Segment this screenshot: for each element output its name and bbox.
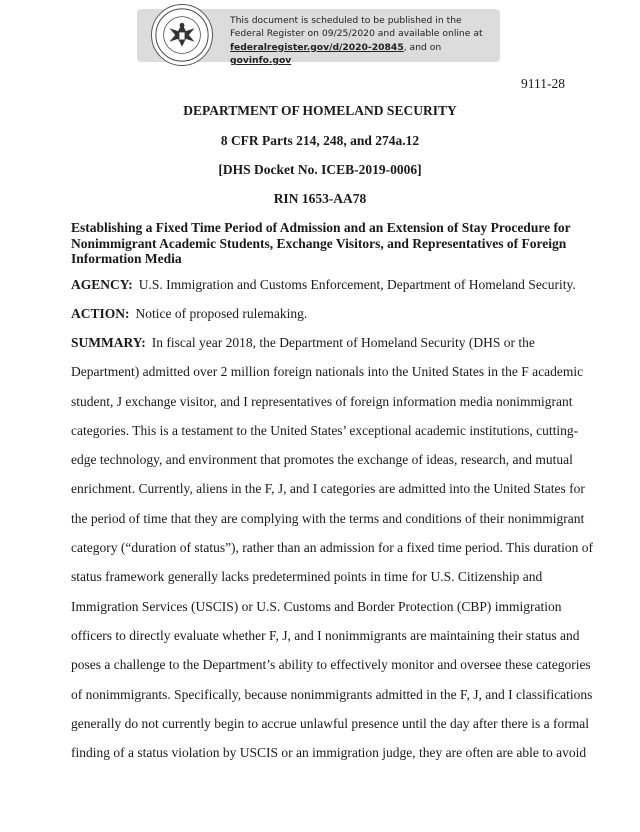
notice-line-1: This document is scheduled to be published in the — [230, 15, 462, 26]
docket-heading: [DHS Docket No. ICEB-2019-0006] — [218, 162, 422, 177]
rin-heading: RIN 1653-AA78 — [273, 191, 367, 206]
action-field — [71, 306, 591, 322]
notice-line-2: Federal Register on 09/25/2020 and available online at — [230, 28, 483, 40]
summary-line: finding of a status violation by USCIS or an immigration judge, they are often are able to avoid — [71, 745, 587, 761]
summary-line: officers to directly evaluate whether F, J, and I nonimmigrants are maintaining their status and — [71, 627, 580, 643]
action-text: Notice of proposed rulemaking. — [135, 306, 308, 321]
summary-line: of nonimmigrants. Specifically, because nonimmigrants admitted in the F, J, and I classifications — [71, 686, 593, 702]
summary-line: student, J exchange visitor, and I representatives of foreign information media nonimmigrant — [71, 393, 573, 409]
govinfo-link[interactable]: govinfo.gov — [230, 55, 292, 67]
summary-line — [71, 335, 571, 364]
agency-text: U.S. Immigration and Customs Enforcement, Department of Homeland Security. — [138, 277, 576, 292]
summary-label: SUMMARY: — [71, 335, 146, 350]
cfr-parts-heading: 8 CFR Parts 214, 248, and 274a.12 — [220, 133, 420, 148]
summary-line: categories. This is a testament to the United States’ exceptional academic institutions, cutting- — [71, 422, 579, 438]
summary-line: poses a challenge to the Department’s ability to effectively monitor and oversee these categories — [71, 657, 591, 673]
summary-line: edge technology, and environment that promotes the exchange of ideas, research, and mutual — [71, 452, 573, 468]
summary-line: status framework generally lacks predetermined points in time for U.S. Citizenship and — [71, 569, 543, 585]
summary-line: category (“duration of status”), rather than an admission for a fixed time period. This duration of — [71, 540, 593, 556]
summary-section — [71, 335, 593, 774]
summary-line: enrichment. Currently, aliens in the F, J, and I categories are admitted into the United States for — [71, 481, 585, 497]
federalregister-link[interactable]: federalregister.gov/d/2020-20845 — [230, 41, 404, 53]
action-label: ACTION: — [71, 306, 130, 321]
notice-line-3 — [230, 41, 495, 68]
agency-field — [71, 277, 591, 293]
publication-notice-text — [230, 14, 495, 68]
agency-label: AGENCY: — [71, 277, 133, 292]
summary-line: generally do not currently begin to accrue unlawful presence until the day after there is a formal — [71, 715, 590, 731]
federal-register-seal-icon — [151, 4, 213, 66]
summary-line: Immigration Services (USCIS) or U.S. Customs and Border Protection (CBP) immigration — [71, 598, 562, 614]
document-code: 9111-28 — [521, 76, 565, 91]
summary-line: Department) admitted over 2 million foreign nationals into the United States in the F academic — [71, 364, 584, 380]
rule-title: Establishing a Fixed Time Period of Admission and an Extension of Stay Procedure for Nonimmigrant Academic Students, Exchange Visitors, and Representatives of Foreign Information Media — [71, 220, 571, 266]
summary-line-text: In fiscal year 2018, the Department of Homeland Security (DHS or the — [151, 335, 535, 350]
notice-connector: , and on — [403, 41, 442, 53]
summary-line: the period of time that they are complying with the terms and conditions of their nonimmigrant — [71, 510, 585, 526]
department-heading: DEPARTMENT OF HOMELAND SECURITY — [183, 103, 457, 118]
